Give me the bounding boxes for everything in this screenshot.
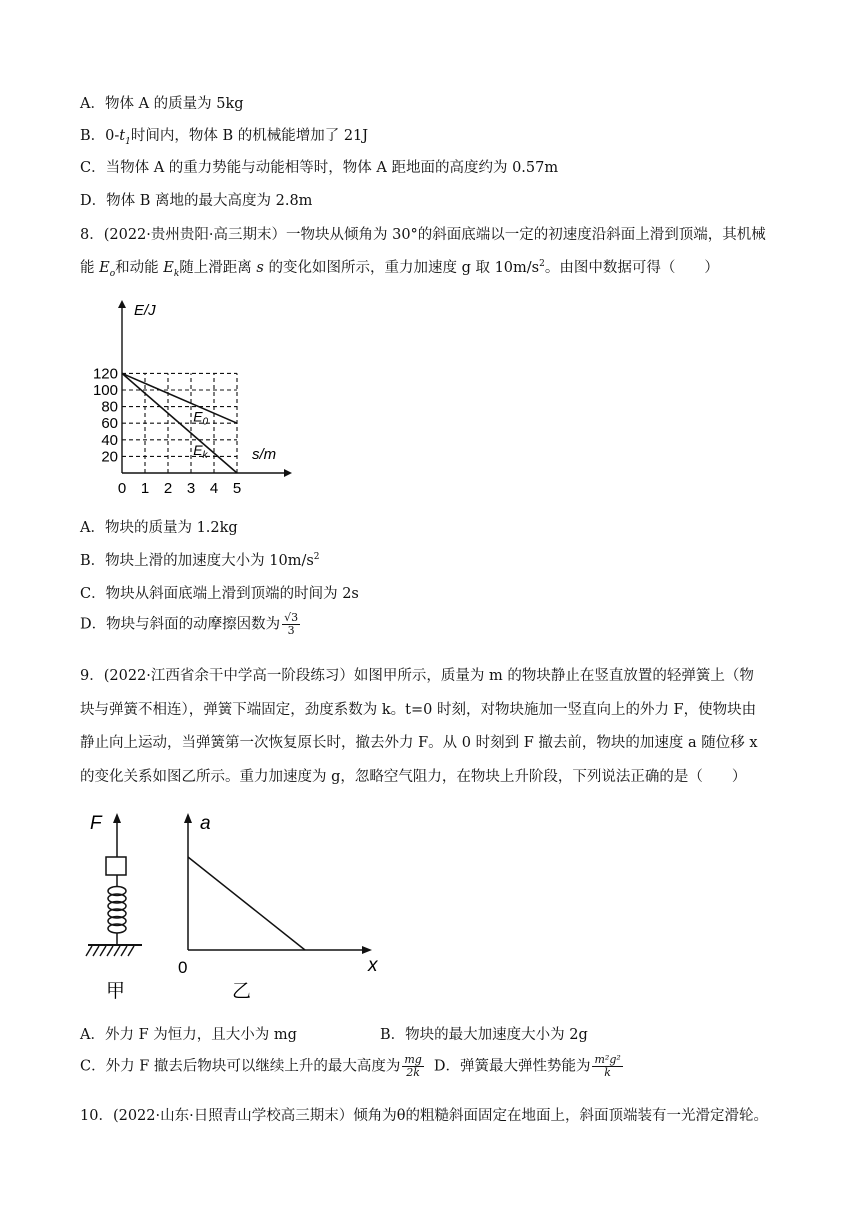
q8-option-d-fraction [282,612,300,637]
q9-option-d-numerator: m²g² [594,1053,621,1066]
q8-stem-part-b: 和动能 [115,260,164,276]
force-label: F [90,813,102,834]
q7-option-b-t: t [119,128,126,144]
q8-option-d [80,612,302,637]
series-label-e0 [193,408,208,427]
y-axis-a-label: a [200,813,211,834]
y-axis-arrow [118,300,126,308]
series-label-subscript: 0 [202,416,209,428]
q9-option-c-fraction [402,1054,423,1079]
chart-ticks [93,365,241,497]
hatch-line [100,946,106,956]
y-tick-label: 60 [101,415,118,433]
q7-option-d: D．物体 B 离地的最大高度为 2.8m [80,193,313,209]
q8-stem-part-d: 的变化如图所示，重力加速度 g 取 10m/s [263,260,540,276]
q9-option-c-numerator: mg [404,1053,422,1066]
x-axis-arrowhead [362,946,372,954]
hatch-line [107,946,113,956]
q9-option-c-text: C．外力 F 撤去后物块可以继续上升的最大高度为 [80,1058,401,1075]
q8-option-d-text: D．物块与斜面的动摩擦因数为 [80,616,281,633]
x-axis-arrow [284,469,292,477]
x-tick-label: 4 [209,480,219,497]
q7-option-b-text: 时间内，物体 B 的机械能增加了 21J [130,128,369,144]
hatch-line [128,946,134,956]
q7-option-b-subscript: 1 [125,136,131,147]
q9-option-c-denominator: 2k [406,1066,420,1079]
block [106,857,126,875]
series-label-ek [193,442,208,461]
q8-option-d-numerator: √3 [284,611,299,624]
q8-option-a: A．物块的质量为 1.2kg [80,520,238,536]
q8-option-b-superscript: 2 [313,552,320,563]
a-x-line [188,857,305,950]
series-line-e0 [122,373,237,423]
spring-block-figure [80,805,170,1005]
q8-option-c: C．物块从斜面底端上滑到顶端的时间为 2s [80,586,359,602]
ground-hatching [86,946,134,956]
acceleration-displacement-graph [170,805,390,1005]
force-arrowhead [113,813,121,823]
q9-option-b: B．物块的最大加速度大小为 2g [380,1027,588,1043]
hatch-line [93,946,99,956]
q9-stem-line2: 块与弹簧不相连），弹簧下端固定，劲度系数为 k。t=0 时刻，对物块施加一竖直向上的外力 F，使物块由 [80,702,757,718]
q7-option-a: A．物体 A 的质量为 5kg [80,96,244,112]
q7-option-b [80,124,368,147]
a-axis-arrowhead [184,813,192,823]
q9-option-c [80,1054,625,1079]
y-tick-label: 20 [101,448,118,466]
y-tick-label: 40 [101,431,118,449]
q9-stem-line3: 静止向上运动，当弹簧第一次恢复原长时，撤去外力 F。从 0 时刻到 F 撤去前，物块的加速度 a 随位移 x [80,735,758,751]
q8-stem-part-a: 能 [80,260,100,276]
x-axis-label: s/m [252,446,277,463]
q8-option-b-text: B．物块上滑的加速度大小为 10m/s [80,553,314,569]
spring-coils [108,887,126,934]
series-label-main: E [193,442,203,459]
q8-stem-part-c: 随上滑距离 [179,260,257,276]
q8-ek-symbol: E [163,260,174,276]
series-label-subscript: k [202,450,208,462]
hatch-line [121,946,127,956]
q8-ek-subscript: k [173,268,180,279]
x-tick-label: 3 [186,480,196,497]
hatch-line [114,946,120,956]
q8-option-d-denominator: 3 [287,624,295,637]
q8-stem-line2 [80,256,719,279]
origin-label: 0 [178,958,188,977]
energy-distance-chart [92,297,300,497]
q8-s-symbol: s [256,260,264,276]
q9-option-d-fraction [592,1054,622,1079]
q9-option-a: A．外力 F 为恒力，且大小为 mg [80,1027,297,1043]
q8-e0-subscript: o [109,268,116,279]
y-tick-label: 80 [101,398,118,416]
q10-stem-line1: 10．(2022·山东·日照青山学校高三期末）倾角为θ的粗糙斜面固定在地面上，斜面顶端装有一光滑定滑轮。 [80,1108,768,1124]
x-tick-label: 5 [232,480,242,497]
series-label-main: E [193,408,203,425]
figure-jia-caption: 甲 [106,981,126,1002]
figure-yi-caption: 乙 [232,981,252,1002]
q8-stem-part-e: 。由图中数据可得（ ） [544,260,719,276]
q7-option-b-prefix: B．0- [80,128,120,144]
x-tick-label: 1 [140,480,150,497]
y-tick-label: 120 [92,365,118,383]
q8-stem-line1: 8．(2022·贵州贵阳·高三期末）一物块从倾角为 30°的斜面底端以一定的初速度沿斜面上滑到顶端，其机械 [80,227,766,243]
q9-option-d-text: D．弹簧最大弹性势能为 [433,1058,591,1075]
hatch-line [86,946,92,956]
y-tick-label: 100 [92,382,118,399]
q8-option-b [80,549,320,570]
q8-e0-symbol: E [99,260,110,276]
q9-option-d-denominator: k [604,1066,611,1079]
q8-stem-superscript: 2 [539,259,545,270]
y-axis-label: E/J [134,302,156,319]
x-tick-label: 2 [163,480,173,497]
q7-option-c: C．当物体 A 的重力势能与动能相等时，物体 A 距地面的高度约为 0.57m [80,160,559,176]
q9-stem-line1: 9．(2022·江西省余干中学高一阶段练习）如图甲所示，质量为 m 的物块静止在竖直放置的轻弹簧上（物 [80,668,754,684]
x-axis-x-label: x [368,955,378,976]
x-tick-label: 0 [117,480,127,497]
q9-stem-line4: 的变化关系如图乙所示。重力加速度为 g，忽略空气阻力，在物块上升阶段，下列说法正确的是（ ） [80,769,747,785]
